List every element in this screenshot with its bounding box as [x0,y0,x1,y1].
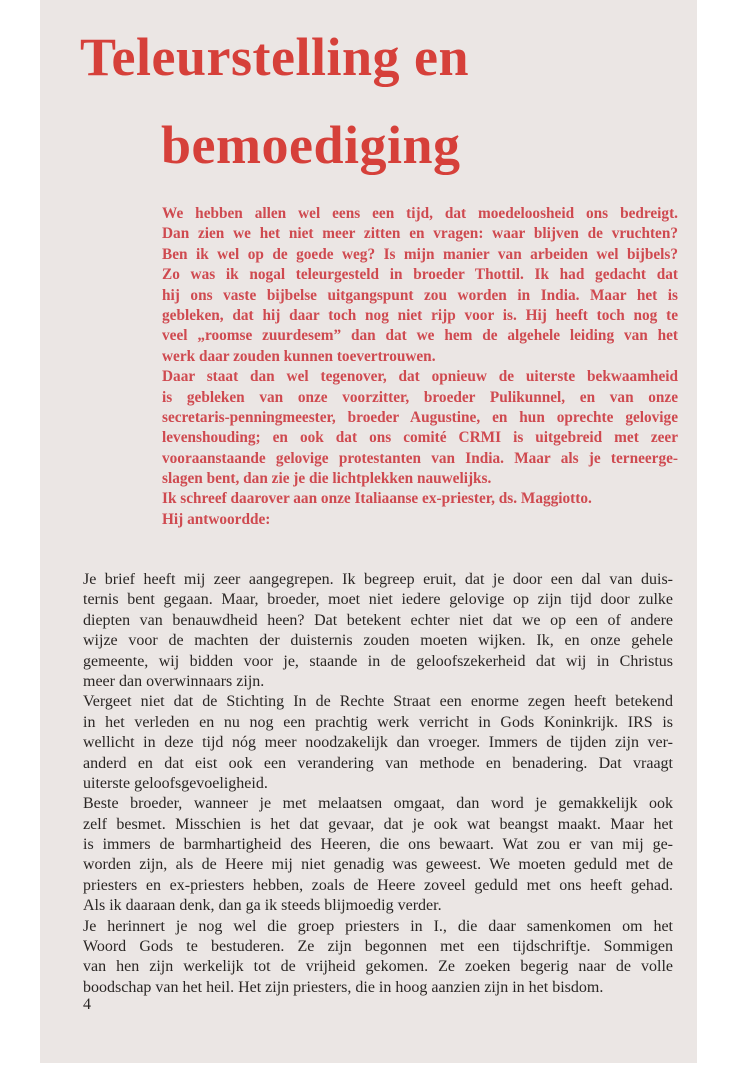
text-line: van hen zijn werkelijk tot de vrijheid gekomen. Ze zoeken begerig naar de volle [83,958,673,976]
text-line: anderd en dat eist ook een verandering van methode en benadering. Dat vraagt [83,754,673,772]
text-line: is immers de barmhartigheid des Heeren, die ons bewaart. Wat zou er van mij ge- [83,836,673,854]
text-line: gebleken, dat hij daar toch nog niet rijp voor is. Hij heeft toch nog te [162,306,678,324]
text-line: worden zijn, als de Heere mij niet genadig was geweest. We moeten geduld met de [83,856,673,874]
text-line: priesters en ex-priesters hebben, zoals de Heere zoveel geduld met ons heeft gehad. [83,876,673,894]
text-line: vooraanstaande gelovige protestanten van India. Maar als je terneerge- [162,449,678,467]
text-line: Beste broeder, wanneer je met melaatsen omgaat, dan word je gemakkelijk ook [83,795,673,813]
text-line: secretaris-penningmeester, broeder Augustine, en hun oprechte gelovige [162,408,678,426]
text-line: uiterste geloofsgevoeligheid. [83,774,268,792]
text-line: wellicht in deze tijd nóg meer noodzakelijk dan vroeger. Immers de tijden zijn ver- [83,734,673,752]
text-line: Dan zien we het niet meer zitten en vragen: waar blijven de vruchten? [162,225,678,243]
text-line: Zo was ik nogal teleurgesteld in broeder Thottil. Ik had gedacht dat [162,266,678,284]
text-line: Ben ik wel op de goede weg? Is mijn manier van arbeiden wel bijbels? [162,245,678,263]
text-line: gemeente, wij bidden voor je, staande in de geloofszekerheid dat wij in Christus [83,652,673,670]
text-line: zelf besmet. Misschien is het dat gevaar, dat je ook wat beangst maakt. Maar het [83,815,673,833]
text-line: hij ons vaste bijbelse uitgangspunt zou worden in India. Maar het is [162,286,678,304]
text-line: Daar staat dan wel tegenover, dat opnieuw de uiterste bekwaamheid [162,368,678,386]
text-line: diepten van benauwdheid heen? Dat betekent echter niet dat we op een of andere [83,611,673,629]
text-line: meer dan overwinnaars zijn. [83,672,265,690]
text-line: veel „roomse zuurdesem” dan dat we hem de algehele leiding van het [162,327,678,345]
text-line: is gebleken van onze voorzitter, broeder Pulikunnel, en van onze [162,388,678,406]
text-line: Woord Gods te bestuderen. Ze zijn begonnen met een tijdschriftje. Sommigen [83,938,673,956]
page-number: 4 [83,996,91,1013]
text-line: boodschap van het heil. Het zijn priesters, die in hoog aanzien zijn in het bisdom. [83,978,604,996]
text-line: Als ik daaraan denk, dan ga ik steeds blijmoedig verder. [83,897,442,915]
text-line: We hebben allen wel eens een tijd, dat moedeloosheid ons bedreigt. [162,205,678,222]
title-line-1: Teleurstelling en [80,27,470,87]
text-line: slagen bent, dan zie je die lichtplekken nauwelijks. [162,470,492,488]
text-line: Hij antwoordde: [162,510,271,528]
text-line: werk daar zouden kunnen toevertrouwen. [162,347,436,365]
text-line: ternis bent gegaan. Maar, broeder, moet niet iedere gelovige op zijn tijd door zulke [83,591,673,609]
text-line: Je brief heeft mij zeer aangegrepen. Ik begreep eruit, dat je door een dal van duis- [83,571,673,588]
intro-paragraph [162,204,678,530]
text-line: Ik schreef daarover aan onze Italiaanse ex-priester, ds. Maggiotto. [162,490,592,508]
text-line: Vergeet niet dat de Stichting In de Rechte Straat een enorme zegen heeft betekend [83,693,673,711]
text-line: levenshouding; en ook dat ons comité CRMI is uitgebreid met zeer [162,429,678,447]
document-page [40,0,697,1063]
text-line: wijze voor de machten der duisternis zouden moeten wijken. Ik, en onze gehele [83,632,673,650]
letter-body [83,570,673,998]
title-line-2: bemoediging [161,115,461,175]
text-line: in het verleden en nu nog een prachtig werk verricht in Gods Koninkrijk. IRS is [83,713,673,731]
text-line: Je herinnert je nog wel die groep priesters in I., die daar samenkomen om het [83,917,673,935]
